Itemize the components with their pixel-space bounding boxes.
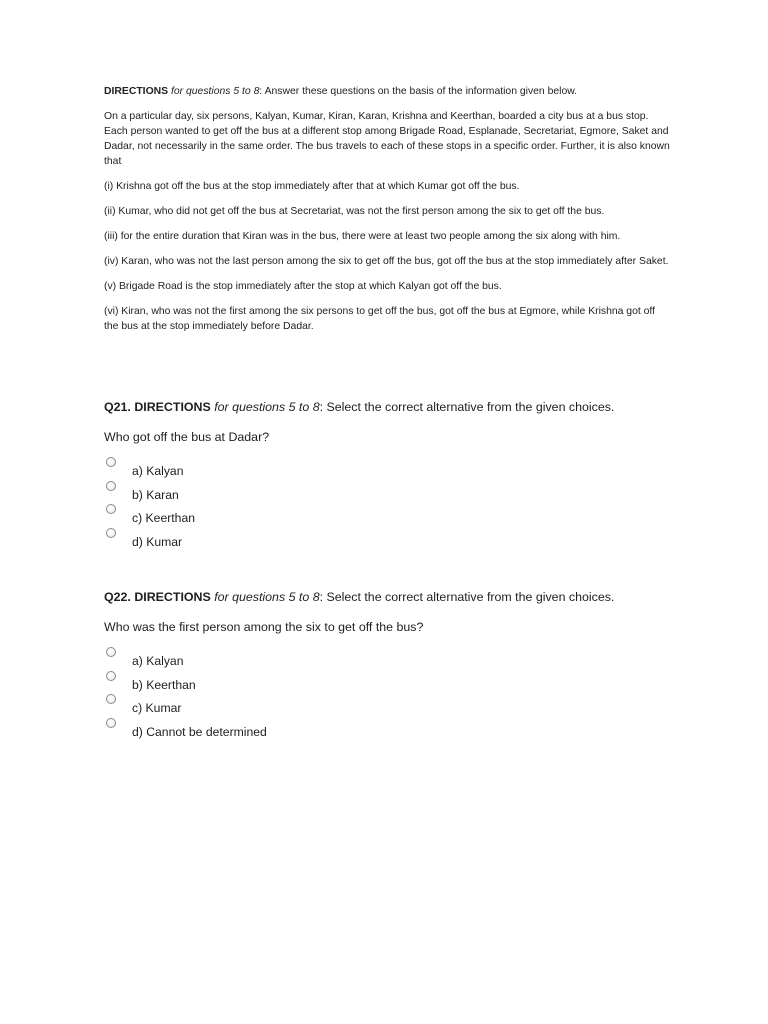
option-label: c) Kumar bbox=[132, 701, 182, 715]
question-21-directions-text: : Select the correct alternative from the given choices. bbox=[319, 400, 615, 414]
question-22-directions-label: DIRECTIONS bbox=[134, 590, 211, 604]
passage-directions-text: : Answer these questions on the basis of the information given below. bbox=[259, 86, 578, 97]
option-label: c) Keerthan bbox=[132, 511, 196, 525]
question-21-option-a[interactable] bbox=[104, 463, 704, 487]
question-22-options bbox=[104, 653, 704, 747]
question-21-option-c[interactable] bbox=[104, 510, 704, 534]
option-label: d) Kumar bbox=[132, 534, 183, 549]
question-22-header bbox=[104, 589, 704, 605]
radio-button-icon[interactable] bbox=[106, 647, 116, 657]
radio-button-icon[interactable] bbox=[106, 718, 116, 728]
option-label: a) Kalyan bbox=[132, 464, 184, 478]
radio-button-icon[interactable] bbox=[106, 528, 116, 538]
clue-3: (iii) for the entire duration that Kiran was in the bus, there were at least two people among the six along with him. bbox=[104, 231, 621, 242]
clue-4: (iv) Karan, who was not the last person among the six to get off the bus, got off the bus at the stop immediately after Saket. bbox=[104, 256, 669, 267]
radio-button-icon[interactable] bbox=[106, 481, 116, 491]
passage bbox=[104, 84, 670, 344]
clue-5: (v) Brigade Road is the stop immediately after the stop at which Kalyan got off the bus. bbox=[104, 281, 502, 292]
clue-6: (vi) Kiran, who was not the first among the six persons to get off the bus, got off the bus at Egmore, while Krishna got off the bus at the stop immediately before Dadar. bbox=[104, 306, 656, 332]
passage-directions bbox=[104, 84, 670, 99]
question-22-option-a[interactable] bbox=[104, 653, 704, 677]
question-22-text: Who was the first person among the six to get off the bus? bbox=[104, 620, 424, 634]
question-21-option-d[interactable] bbox=[104, 534, 704, 558]
question-21-number: Q21. bbox=[104, 400, 131, 414]
option-label: b) Keerthan bbox=[132, 677, 196, 692]
radio-button-icon[interactable] bbox=[106, 694, 116, 704]
question-21-directions-label: DIRECTIONS bbox=[134, 400, 211, 414]
question-22-option-b[interactable] bbox=[104, 677, 704, 701]
question-21-directions-scope: for questions 5 to 8 bbox=[214, 400, 320, 414]
radio-button-icon[interactable] bbox=[106, 671, 116, 681]
question-22-directions-scope: for questions 5 to 8 bbox=[214, 590, 320, 604]
question-22-option-c[interactable] bbox=[104, 700, 704, 724]
question-21-options bbox=[104, 463, 704, 557]
question-22-directions-text: : Select the correct alternative from the given choices. bbox=[319, 590, 615, 604]
question-22-option-d[interactable] bbox=[104, 724, 704, 748]
passage-directions-label: DIRECTIONS bbox=[104, 86, 169, 97]
clue-1: (i) Krishna got off the bus at the stop immediately after that at which Kumar got off the bus. bbox=[104, 181, 520, 192]
radio-button-icon[interactable] bbox=[106, 504, 116, 514]
question-21-header bbox=[104, 399, 704, 415]
clue-2: (ii) Kumar, who did not get off the bus at Secretariat, was not the first person among the six to get off the bus. bbox=[104, 206, 605, 217]
radio-button-icon[interactable] bbox=[106, 457, 116, 467]
question-22 bbox=[104, 589, 704, 763]
option-label: d) Cannot be determined bbox=[132, 724, 267, 739]
question-21 bbox=[104, 399, 704, 573]
option-label: a) Kalyan bbox=[132, 654, 184, 668]
option-label: b) Karan bbox=[132, 487, 179, 502]
question-21-text: Who got off the bus at Dadar? bbox=[104, 430, 270, 444]
question-22-number: Q22. bbox=[104, 590, 131, 604]
passage-directions-scope: for questions 5 to 8 bbox=[170, 86, 260, 97]
question-21-option-b[interactable] bbox=[104, 487, 704, 511]
passage-intro: On a particular day, six persons, Kalyan, Kumar, Kiran, Karan, Krishna and Keerthan, boarded a city bus at a bus stop. Each person wanted to get off the bus at a different stop among Brigade Road, Esplanade, Secretariat, Egmore, Saket and Dadar, not necessarily in the same order. The bus travels to each of these stops in a specific order. Further, it is also known that bbox=[104, 111, 670, 167]
